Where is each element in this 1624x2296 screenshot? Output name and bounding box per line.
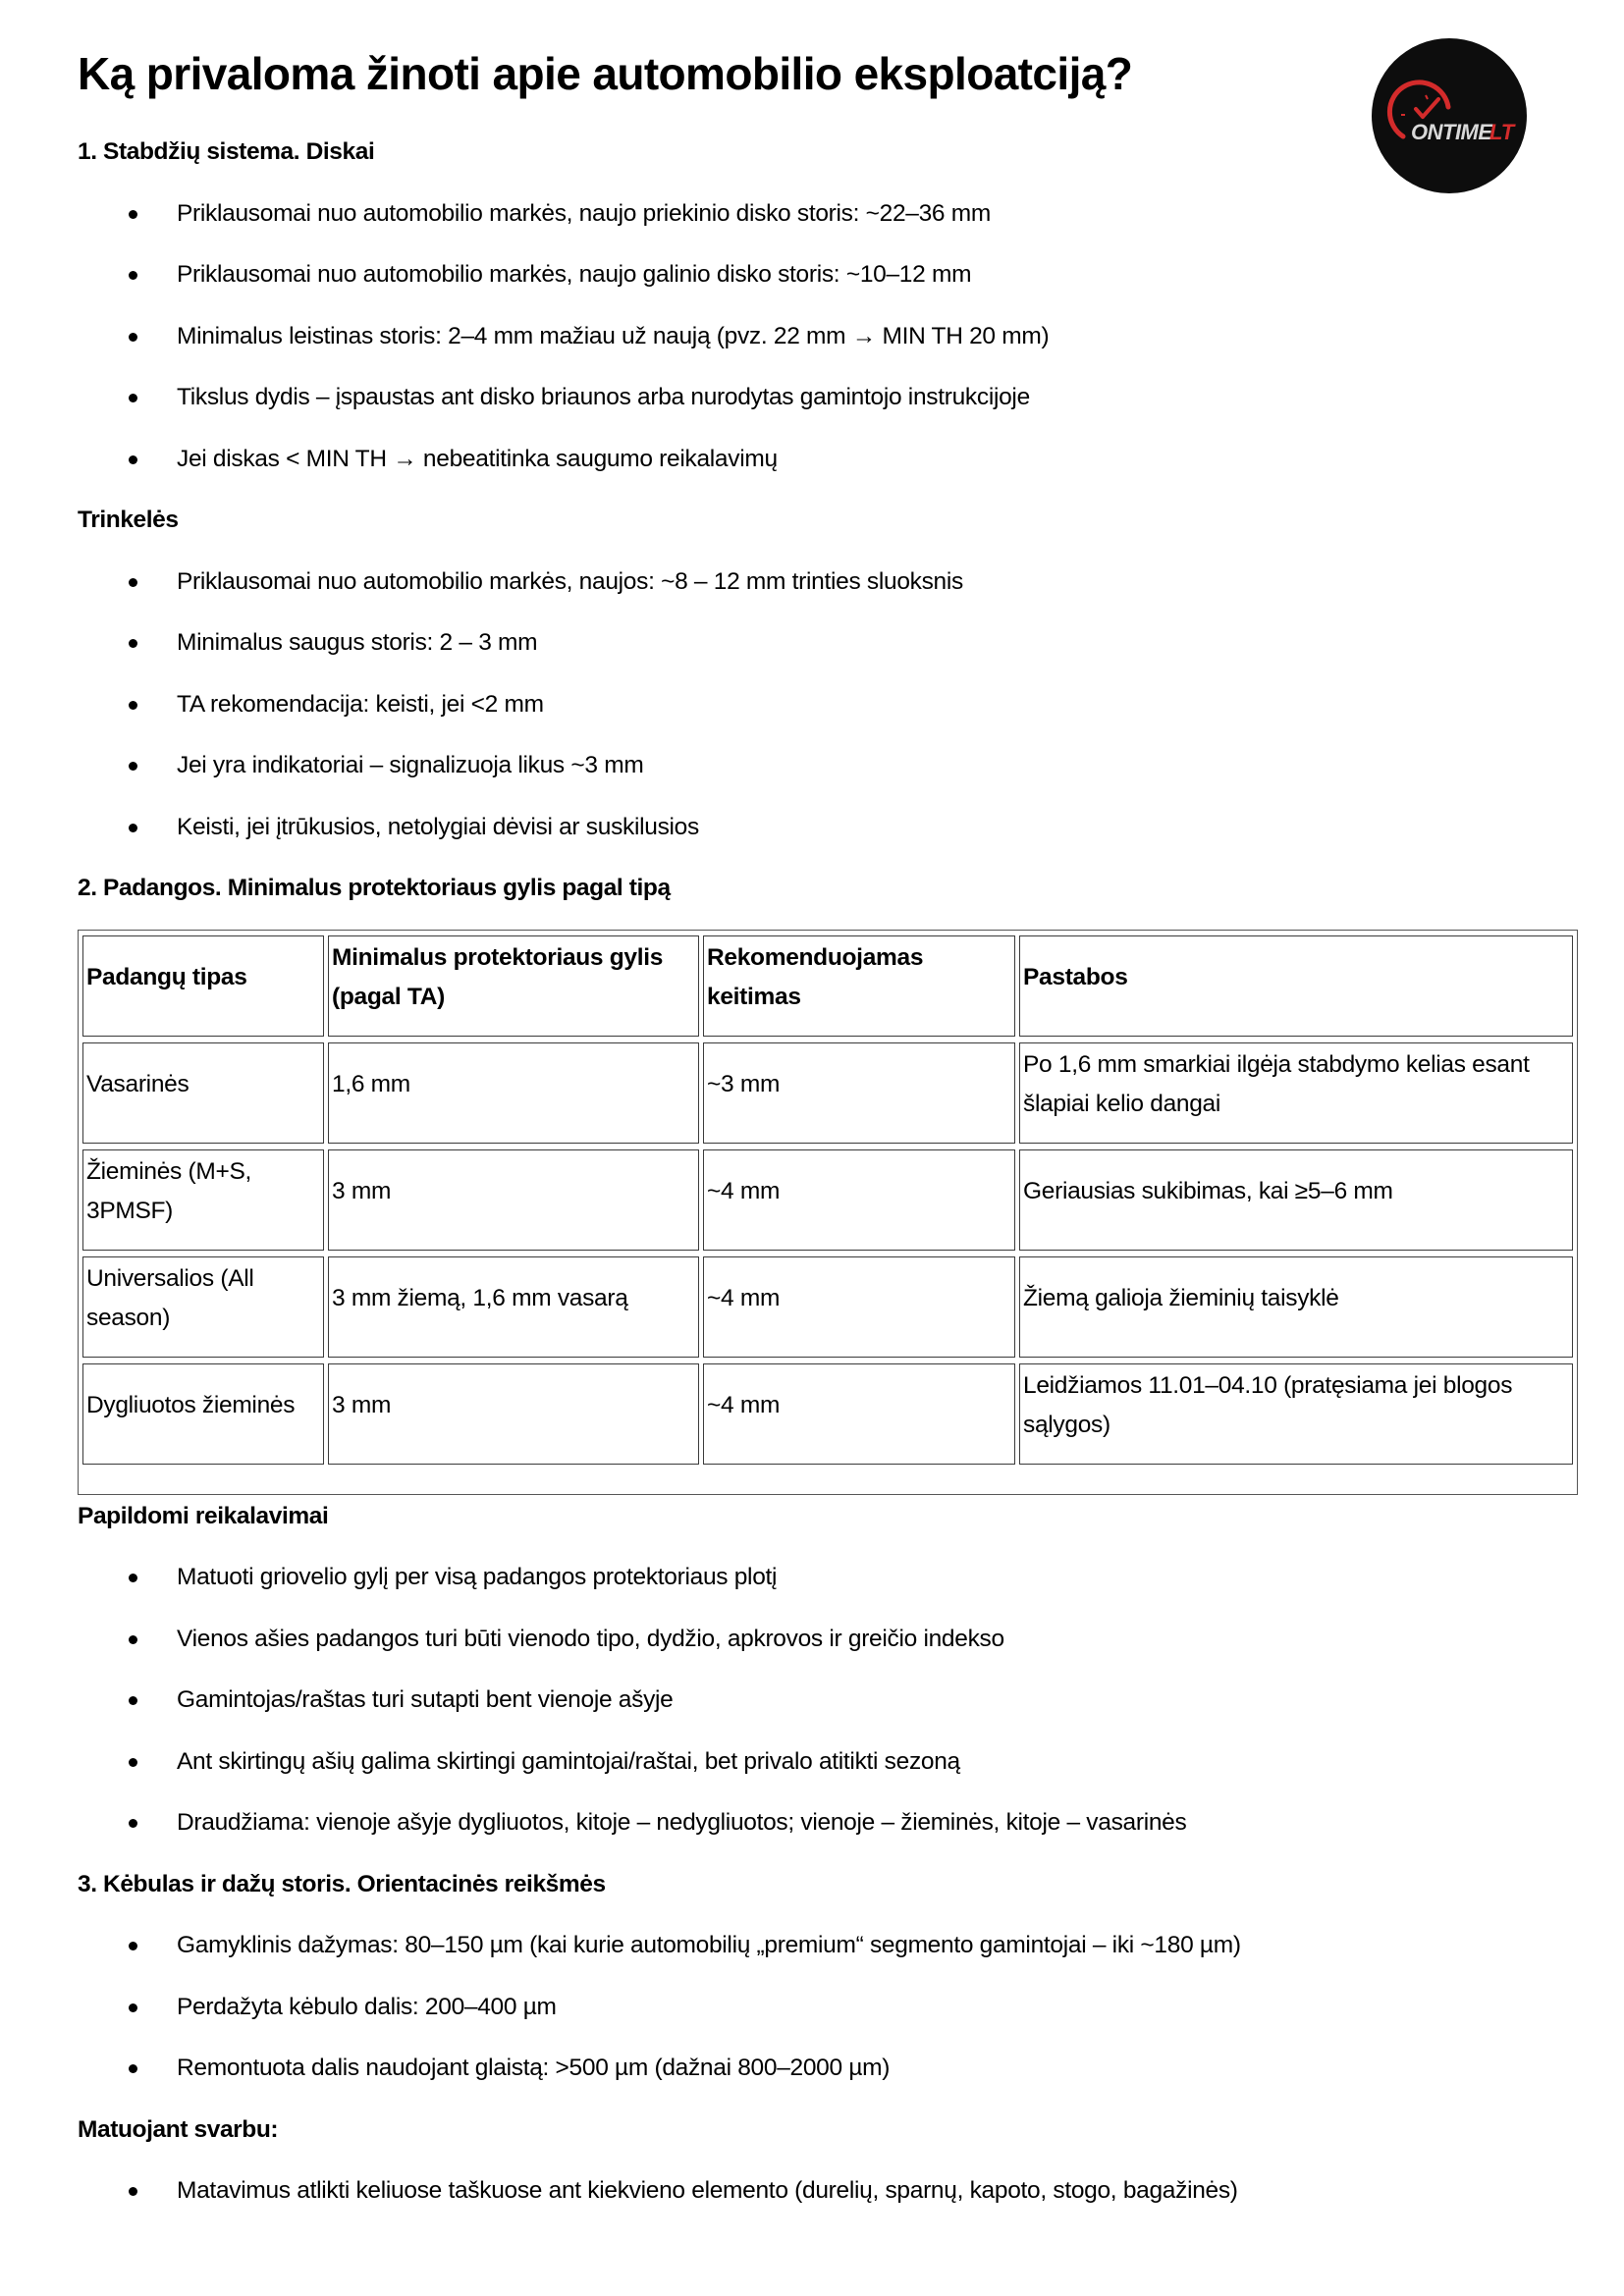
list-item: Gamintojas/raštas turi sutapti bent vienoje ašyje <box>78 1670 1590 1732</box>
bullet-icon <box>129 1609 138 1671</box>
section-heading-body-paint: 3. Kėbulas ir dažų storis. Orientacinės reikšmės <box>78 1870 606 1897</box>
table-cell: Vasarinės <box>82 1042 324 1144</box>
bullet-icon <box>129 1547 138 1609</box>
list-item: Remontuota dalis naudojant glaistą: >500 µm (dažnai 800–2000 µm) <box>78 2038 1590 2100</box>
table-row <box>82 1042 1573 1144</box>
bullet-icon <box>129 552 138 614</box>
list-item: Tikslus dydis – įspaustas ant disko briaunos arba nurodytas gamintojo instrukcijoje <box>78 367 1590 429</box>
table-cell: ~3 mm <box>703 1042 1015 1144</box>
subheading-measuring: Matuojant svarbu: <box>78 2115 279 2143</box>
pads-list <box>78 552 1590 859</box>
table-cell: 3 mm <box>328 1363 699 1465</box>
logo-brand-text: ONTIME <box>1411 120 1492 144</box>
measuring-list <box>78 2161 1590 2222</box>
list-item: Priklausomai nuo automobilio markės, naujos: ~8 – 12 mm trinties sluoksnis <box>78 552 1590 614</box>
document-body <box>78 122 1590 2222</box>
column-header: Padangų tipas <box>82 935 324 1037</box>
bullet-icon <box>129 1977 138 2039</box>
table-cell: 3 mm <box>328 1149 699 1251</box>
bullet-icon <box>129 797 138 859</box>
table-cell: 3 mm žiemą, 1,6 mm vasarą <box>328 1256 699 1358</box>
table-header-row <box>82 935 1573 1037</box>
table-cell: ~4 mm <box>703 1363 1015 1465</box>
list-item: Jei diskas < MIN TH → nebeatitinka saugumo reikalavimų <box>78 429 1590 491</box>
bullet-icon <box>129 367 138 429</box>
list-item: Priklausomai nuo automobilio markės, naujo priekinio disko storis: ~22–36 mm <box>78 184 1590 245</box>
bullet-icon <box>129 1670 138 1732</box>
table-cell: Žieminės (M+S, 3PMSF) <box>82 1149 324 1251</box>
list-item: Vienos ašies padangos turi būti vienodo tipo, dydžio, apkrovos ir greičio indekso <box>78 1609 1590 1671</box>
table-cell: Universalios (All season) <box>82 1256 324 1358</box>
list-item: Minimalus saugus storis: 2 – 3 mm <box>78 613 1590 674</box>
table-cell: Leidžiamos 11.01–04.10 (pratęsiama jei blogos sąlygos) <box>1019 1363 1573 1465</box>
list-item: Minimalus leistinas storis: 2–4 mm mažiau už naują (pvz. 22 mm → MIN TH 20 mm) <box>78 306 1590 368</box>
section-heading-tires: 2. Padangos. Minimalus protektoriaus gylis pagal tipą <box>78 875 671 901</box>
table-cell: ~4 mm <box>703 1149 1015 1251</box>
subheading-pads: Trinkelės <box>78 507 179 533</box>
bullet-icon <box>129 429 138 491</box>
list-item: Keisti, jei įtrūkusios, netolygiai dėvisi ar suskilusios <box>78 797 1590 859</box>
column-header: Pastabos <box>1019 935 1573 1037</box>
list-item: Priklausomai nuo automobilio markės, naujo galinio disko storis: ~10–12 mm <box>78 244 1590 306</box>
page-title: Ką privaloma žinoti apie automobilio eksploatciją? <box>78 48 1133 99</box>
section-heading-brakes: 1. Stabdžių sistema. Diskai <box>78 138 375 165</box>
bullet-icon <box>129 613 138 674</box>
table-row <box>82 1363 1573 1465</box>
subheading-extra-requirements: Papildomi reikalavimai <box>78 1503 329 1529</box>
table-cell: Žiemą galioja žieminių taisyklė <box>1019 1256 1573 1358</box>
bullet-icon <box>129 674 138 736</box>
list-item: Matuoti griovelio gylį per visą padangos protektoriaus plotį <box>78 1547 1590 1609</box>
bullet-icon <box>129 244 138 306</box>
table-row <box>82 1149 1573 1251</box>
bullet-icon <box>129 1732 138 1793</box>
tire-table-frame <box>78 930 1578 1495</box>
column-header: Rekomenduojamas keitimas <box>703 935 1015 1037</box>
table-cell: ~4 mm <box>703 1256 1015 1358</box>
bullet-icon <box>129 1792 138 1854</box>
bullet-icon <box>129 2161 138 2222</box>
list-item: Jei yra indikatoriai – signalizuoja likus ~3 mm <box>78 735 1590 797</box>
list-item: Matavimus atlikti keliuose taškuose ant kiekvieno elemento (durelių, sparnų, kapoto, stogo, bagažinės) <box>78 2161 1590 2222</box>
paint-values-list <box>78 1915 1590 2100</box>
table-cell: Po 1,6 mm smarkiai ilgėja stabdymo kelias esant šlapiai kelio dangai <box>1019 1042 1573 1144</box>
list-item: Perdažyta kėbulo dalis: 200–400 µm <box>78 1977 1590 2039</box>
table-cell: Geriausias sukibimas, kai ≥5–6 mm <box>1019 1149 1573 1251</box>
list-item: TA rekomendacija: keisti, jei <2 mm <box>78 674 1590 736</box>
column-header: Minimalus protektoriaus gylis (pagal TA) <box>328 935 699 1037</box>
table-cell: 1,6 mm <box>328 1042 699 1144</box>
table-row <box>82 1256 1573 1358</box>
bullet-icon <box>129 306 138 368</box>
logo-brand-suffix: LT <box>1489 120 1515 144</box>
disc-list <box>78 184 1590 491</box>
tire-tread-table <box>79 930 1577 1470</box>
list-item: Draudžiama: vienoje ašyje dygliuotos, kitoje – nedygliuotos; vienoje – žieminės, kitoje – vasarinės <box>78 1792 1590 1854</box>
bullet-icon <box>129 184 138 245</box>
list-item: Ant skirtingų ašių galima skirtingi gamintojai/raštai, bet privalo atitikti sezoną <box>78 1732 1590 1793</box>
bullet-icon <box>129 2038 138 2100</box>
extra-requirements-list <box>78 1547 1590 1854</box>
bullet-icon <box>129 735 138 797</box>
list-item: Gamyklinis dažymas: 80–150 µm (kai kurie automobilių „premium“ segmento gamintojai – iki ~180 µm) <box>78 1915 1590 1977</box>
table-cell: Dygliuotos žieminės <box>82 1363 324 1465</box>
bullet-icon <box>129 1915 138 1977</box>
